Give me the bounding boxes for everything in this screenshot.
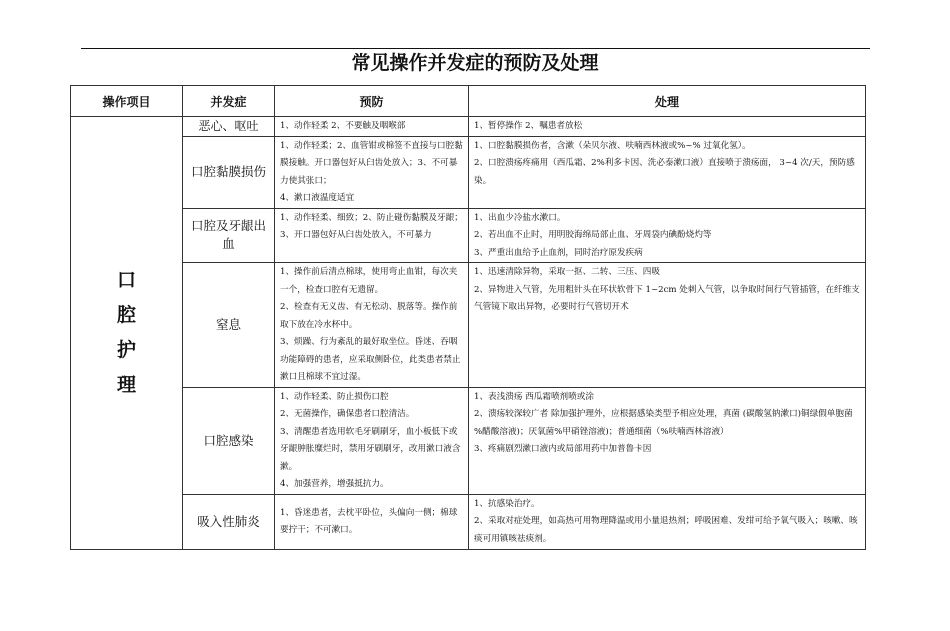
treatment-cell [469,208,866,263]
header-item: 操作项目 [71,86,183,117]
complication-cell: 口腔及牙龈出血 [183,208,275,263]
treatment-line: 1、出血少冷盐水漱口。 [474,212,566,223]
prevention-cell [275,208,469,263]
table-row [71,387,866,494]
prevention-line: 2、无菌操作，确保患者口腔清洁。 [280,409,415,419]
prevention-line: 1、动作轻柔、防止损伤口腔 [280,391,389,402]
category-char: 口 [116,268,136,291]
complication-cell: 窒息 [183,263,275,388]
category-char: 护 [116,338,136,361]
treatment-cell [469,136,866,208]
prevention-line: 1、操作前后清点棉球，使用弯止血钳，每次夹一个，检查口腔有无遗留。 [280,267,458,295]
prevention-cell [275,494,469,549]
prevention-line: 3、清醒患者选用软毛牙刷刷牙，血小板低下或牙龈肿胀糜烂时，禁用牙刷刷牙，改用漱口液含漱。 [280,426,461,472]
prevention-line: 1、动作轻柔 2、不要触及咽喉部 [280,121,406,131]
title-rule [81,48,870,49]
table-row [71,263,866,388]
complication-cell: 吸入性肺炎 [183,494,275,549]
page-title: 常见操作并发症的预防及处理 [351,52,599,74]
prevention-line: 1、昏迷患者，去枕平卧位，头偏向一侧；棉球要拧干；不可漱口。 [280,507,458,535]
treatment-line: 1、口腔黏膜损伤者，含漱（朵贝尔液、呋喃西林液或%~% 过氧化氢）。 [474,140,751,151]
prevention-cell [275,117,469,137]
prevention-cell [275,263,469,388]
header-complication: 并发症 [183,86,275,117]
treatment-line: 1、表浅溃疡 西瓜霜喷剂喷或涂 [474,391,594,402]
prevention-cell [275,136,469,208]
treatment-line: 2、采取对症处理，如高热可用物理降温或用小量退热剂；呼吸困难、发绀可给予氧气吸入；咳嗽、咳痰可用镇咳祛痰剂。 [474,516,858,544]
category-char: 腔 [116,303,136,326]
treatment-cell [469,494,866,549]
prevention-line: 2、检查有无义齿、有无松动、脱落等。操作前取下放在冷水杯中。 [280,302,458,330]
treatment-cell [469,263,866,388]
treatment-line: 2、口腔溃疡疼痛用（西瓜霜、2%利多卡因、洗必泰漱口液）直接喷于溃疡面， 3~4 次/天，预防感染。 [474,158,855,186]
complication-cell: 恶心、呕吐 [183,117,275,137]
treatment-line: 1、暂停操作 2、嘱患者放松 [474,121,583,131]
table-row [71,117,866,137]
complication-cell: 口腔黏膜损伤 [183,136,275,208]
table-header-row [71,86,866,117]
prevention-line: 4、漱口液温度适宜 [280,193,355,203]
treatment-line: 2、异物进入气管，先用粗针头在环状软骨下 1~2cm 处刺入气管，以争取时间行气管插管，在纤维支气管镜下取出异物，必要时行气管切开术 [474,284,860,312]
prevention-line: 1、动作轻柔、细致；2、防止碰伤黏膜及牙龈； 3、开口器包好从臼齿处放入，不可暴力 [280,212,463,240]
table-row [71,208,866,263]
treatment-cell [469,387,866,494]
treatment-line: 2、溃疡较深较广者 除加强护理外，应根据感染类型予相应处理，真菌 (碳酸氢钠漱口)铜绿假单胞菌 %醋酸溶液)；厌氧菌%甲硝锉溶液)；普通细菌（%呋喃西林溶液） [474,409,853,437]
header-treatment: 处理 [469,86,866,117]
prevention-line: 3、烦躁、行为紊乱的最好取坐位。昏迷、吞咽功能障碍的患者，应采取侧卧位，此类患者禁止漱口且棉球不宜过湿。 [280,337,461,382]
treatment-line: 2、若出血不止时，用明胶海绵局部止血、牙周袋内碘酚烧灼等 [474,230,712,240]
prevention-cell [275,387,469,494]
treatment-line: 3、疼痛剧烈漱口液内或局部用药中加普鲁卡因 [474,444,652,454]
prevention-line: 1、动作轻柔；2、血管钳或棉签不直接与口腔黏膜接触。开口器包好从臼齿处放入；3、不可暴力使其张口； [280,140,463,186]
prevention-line: 4、加强营养，增强抵抗力。 [280,479,389,489]
treatment-line: 3、严重出血给予止血剂，同时治疗原发疾病 [474,247,643,258]
treatment-cell [469,117,866,137]
treatment-line: 1、迅速清除异物，采取一抠、二转、三压、四吸 [474,267,660,277]
complication-cell: 口腔感染 [183,387,275,494]
treatment-line: 1、抗感染治疗。 [474,498,540,509]
table-row [71,494,866,549]
category-char: 理 [116,373,136,396]
table-row [71,136,866,208]
complications-table [70,85,866,550]
header-prevention: 预防 [275,86,469,117]
category-cell [71,117,183,550]
